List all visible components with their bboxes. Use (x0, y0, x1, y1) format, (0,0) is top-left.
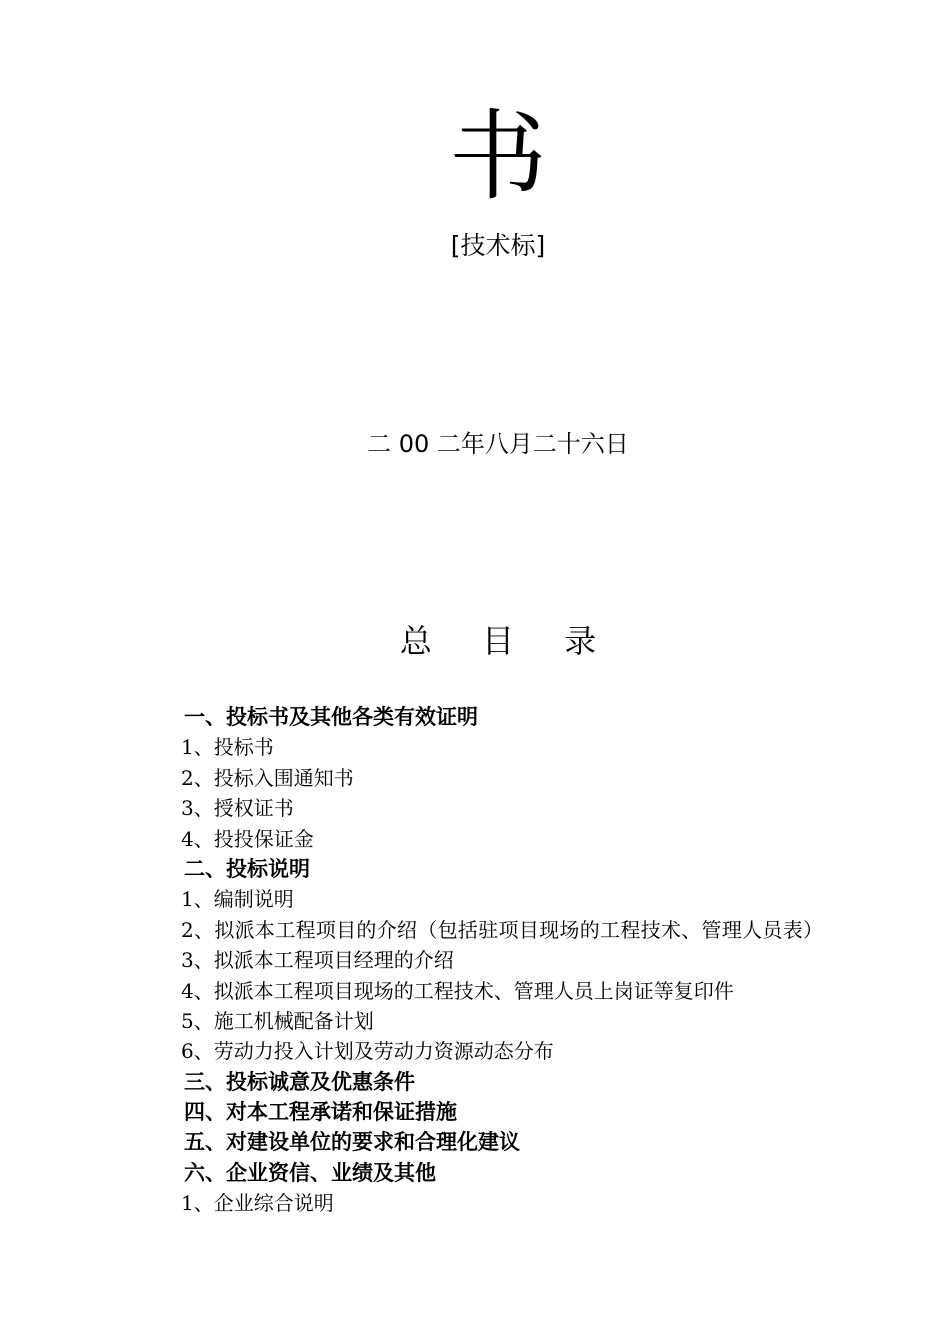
toc-section-heading: 三、投标诚意及优惠条件 (184, 1069, 415, 1094)
cover-subtitle: [技术标] (450, 231, 546, 260)
toc-section-heading: 二、投标说明 (184, 856, 310, 881)
toc-item: 6、劳动力投入计划及劳动力资源动态分布 (181, 1039, 554, 1064)
toc-item: 3、授权证书 (181, 796, 294, 821)
toc-item: 1、编制说明 (181, 887, 294, 912)
toc-item: 3、拟派本工程项目经理的介绍 (181, 948, 454, 973)
toc-item: 4、拟派本工程项目现场的工程技术、管理人员上岗证等复印件 (181, 978, 734, 1003)
toc-section-heading: 六、企业资信、业绩及其他 (184, 1160, 436, 1185)
cover-date: 二 00 二年八月二十六日 (367, 430, 629, 458)
toc-section-heading: 一、投标书及其他各类有效证明 (184, 705, 478, 729)
cover-big-character: 书 (448, 100, 547, 214)
toc-section-heading: 五、对建设单位的要求和合理化建议 (184, 1130, 520, 1155)
toc-item: 2、投标入围通知书 (181, 765, 354, 790)
toc-section-heading: 四、对本工程承诺和保证措施 (184, 1100, 457, 1125)
table-of-contents (136, 702, 866, 1219)
toc-item: 4、投投保证金 (181, 826, 314, 851)
toc-item: 2、拟派本工程项目的介绍（包括驻项目现场的工程技术、管理人员表） (181, 917, 824, 942)
toc-item: 1、投标书 (181, 735, 274, 760)
toc-title: 总 目 录 (399, 622, 617, 660)
toc-item: 5、施工机械配备计划 (181, 1008, 374, 1033)
toc-item: 1、企业综合说明 (181, 1191, 334, 1216)
